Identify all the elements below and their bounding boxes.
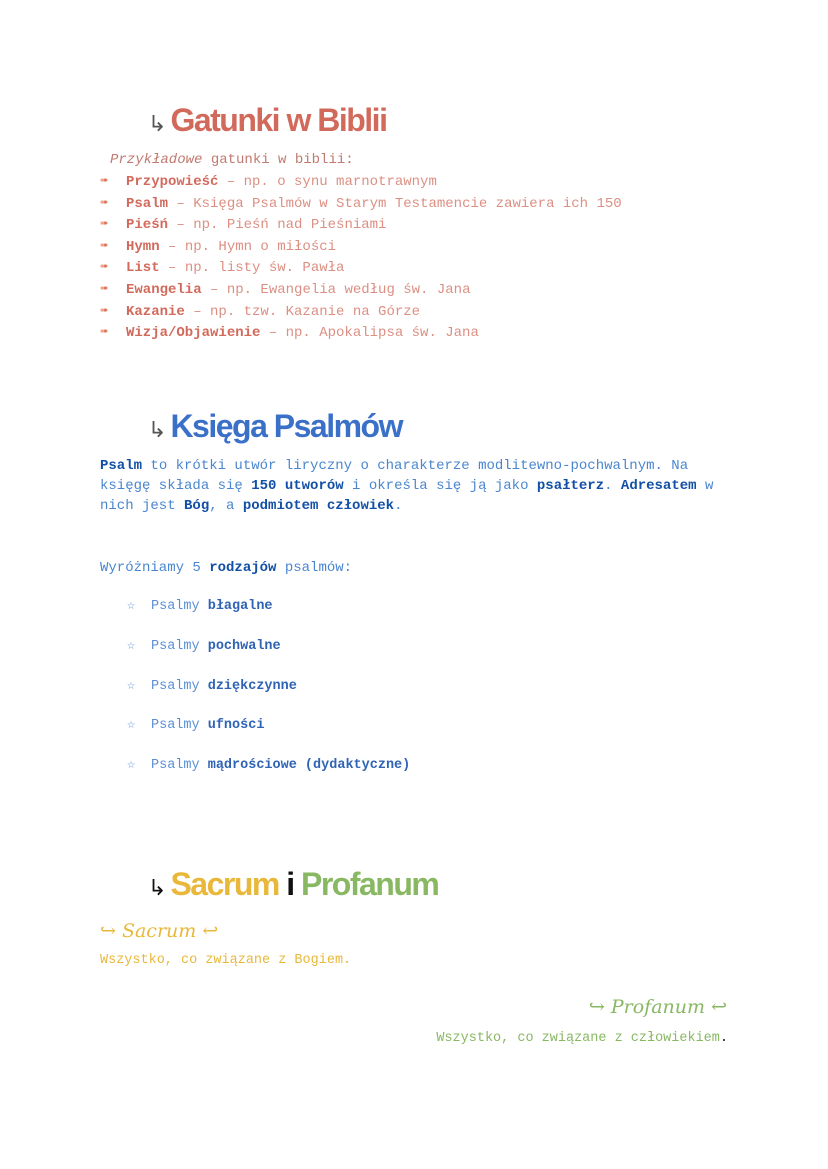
arrow-bullet-icon: ➠ — [100, 174, 109, 190]
list-item: ☆ Psalmy dziękczynne — [127, 677, 410, 717]
arrow-bullet-icon: ➠ — [100, 325, 109, 342]
arrow-bullet-icon: ➠ — [100, 303, 109, 320]
psalm-types-list — [127, 597, 410, 796]
list-item: ☆ Psalmy błagalne — [127, 597, 410, 637]
intro-italic: Przykładowe — [110, 152, 203, 168]
list-item: ➠ Ewangelia – np. Ewangelia według św. Jana — [100, 280, 622, 302]
psalm-types-intro: Wyróżniamy 5 rodzajów psalmów: — [100, 560, 353, 576]
list-item: ➠ Przypowieść – np. o synu marnotrawnym — [100, 172, 622, 194]
title-profanum: Profanum — [301, 866, 439, 902]
sacrum-label: ↪ Sacrum ↩ — [100, 920, 219, 942]
list-item: ➠ Wizja/Objawienie – np. Apokalipsa św. Jana — [100, 323, 622, 345]
star-icon: ☆ — [127, 599, 136, 614]
arrow-bullet-icon: ➠ — [100, 238, 109, 255]
arrow-bullet-icon: ➠ — [100, 195, 109, 212]
list-item: ➠ Hymn – np. Hymn o miłości — [100, 237, 622, 259]
section-title-gatunki — [148, 102, 386, 142]
title-text: Księga Psalmów — [170, 408, 402, 444]
list-item: ☆ Psalmy ufności — [127, 716, 410, 756]
genres-intro — [110, 150, 354, 172]
psalm-definition: Psalm to krótki utwór liryczny o charakterze modlitewno-pochwalnym. Na księgę składa się 150 utworów i określa się ją jako psałterz. Adresatem w nich jest Bóg, a podmiotem człowiek. — [100, 458, 714, 514]
title-sacrum: Sacrum — [170, 866, 279, 902]
arrow-icon: ↳ — [148, 875, 167, 900]
arrow-bullet-icon: ➠ — [100, 217, 109, 234]
list-item: ➠ Pieśń – np. Pieśń nad Pieśniami — [100, 215, 622, 237]
arrow-icon: ↳ — [148, 111, 167, 136]
title-text: Gatunki w Biblii — [170, 102, 387, 138]
sacrum-description: Wszystko, co związane z Bogiem. — [100, 953, 352, 968]
intro-rest: gatunki w biblii: — [202, 152, 354, 168]
title-conjunction: i — [286, 866, 294, 902]
profanum-label: ↪ Profanum ↩ — [588, 996, 727, 1018]
list-item: ☆ Psalmy mądrościowe (dydaktyczne) — [127, 756, 410, 796]
profanum-description: Wszystko, co związane z człowiekiem. — [436, 1031, 728, 1046]
list-item: ➠ Kazanie – np. tzw. Kazanie na Górze — [100, 302, 622, 324]
list-item: ➠ Psalm – Księga Psalmów w Starym Testamencie zawiera ich 150 — [100, 194, 622, 216]
genre-list — [100, 172, 622, 345]
star-icon: ☆ — [127, 718, 136, 734]
star-icon: ☆ — [127, 678, 136, 694]
section-title-sacrum-profanum — [148, 866, 438, 906]
arrow-bullet-icon: ➠ — [100, 281, 109, 298]
star-icon: ☆ — [127, 638, 136, 654]
arrow-icon: ↳ — [148, 417, 167, 442]
list-item: ☆ Psalmy pochwalne — [127, 637, 410, 677]
arrow-bullet-icon: ➠ — [100, 260, 109, 277]
star-icon: ☆ — [127, 758, 136, 774]
list-item: ➠ List – np. listy św. Pawła — [100, 258, 622, 280]
section-title-ksiega-psalmow — [148, 408, 402, 448]
